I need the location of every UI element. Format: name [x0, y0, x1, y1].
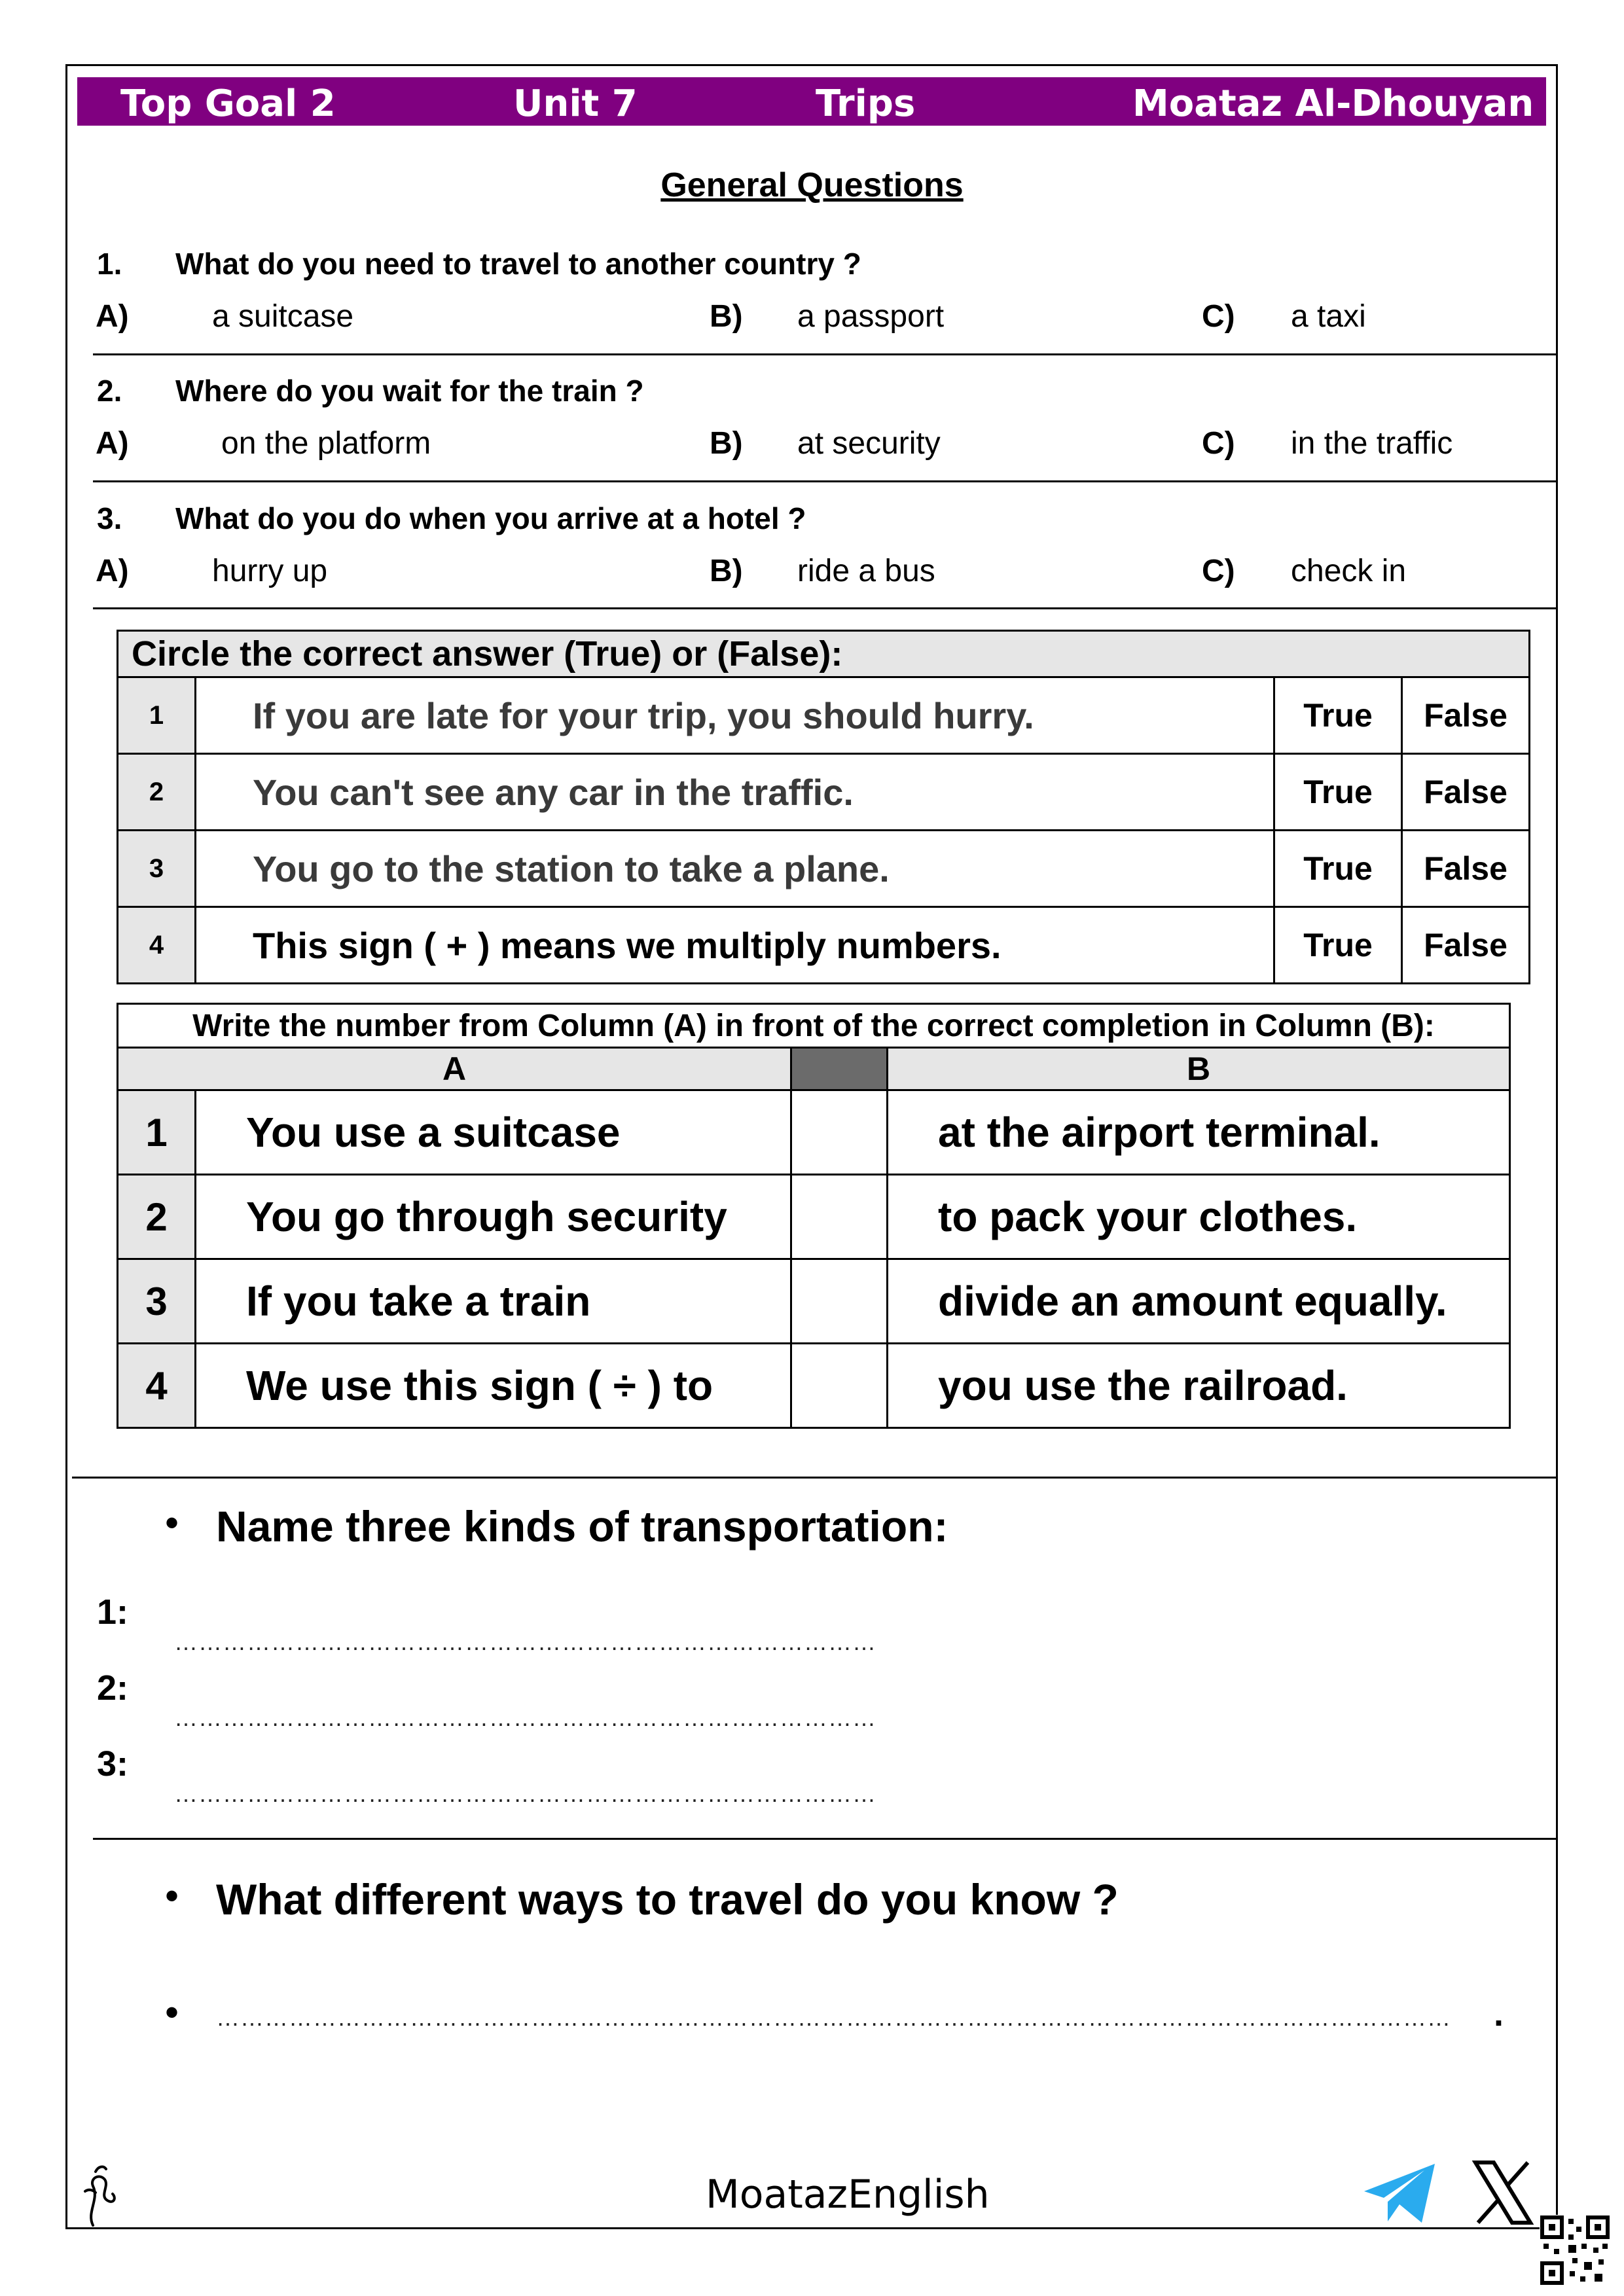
option-text[interactable]: a suitcase [212, 299, 354, 334]
column-a-header: A [118, 1048, 791, 1090]
author-name: Moataz Al-Dhouyan [1132, 82, 1534, 125]
answer-line-1[interactable]: …………………………………………………………………………… [174, 1628, 876, 1655]
table-row [118, 1090, 1510, 1175]
answer-line-number: 2: [97, 1668, 129, 1708]
option-text[interactable]: at security [797, 426, 941, 461]
travel-answer-line[interactable]: ……………………………………………………………………………………………………………………………………… [216, 2004, 1451, 2031]
unit-label: Unit 7 [513, 82, 638, 125]
telegram-icon[interactable] [1362, 2161, 1440, 2227]
column-a-text: We use this sign ( ÷ ) to [196, 1344, 791, 1428]
column-a-text: If you take a train [196, 1259, 791, 1344]
false-option[interactable]: False [1402, 677, 1530, 754]
bullet-icon: • [165, 1501, 179, 1545]
option-text[interactable]: a passport [797, 299, 945, 334]
option-letter: A) [96, 554, 129, 588]
column-b-text: divide an amount equally. [888, 1259, 1510, 1344]
table-row [118, 1175, 1510, 1259]
row-number: 3 [118, 1259, 196, 1344]
answer-line-2[interactable]: …………………………………………………………………………… [174, 1704, 876, 1731]
statement: You can't see any car in the traffic. [196, 754, 1274, 831]
column-a-text: You use a suitcase [196, 1090, 791, 1175]
answer-line-number: 1: [97, 1592, 129, 1632]
option-letter: C) [1202, 426, 1235, 461]
table-row [118, 1259, 1510, 1344]
answer-blank[interactable] [791, 1175, 888, 1259]
option-letter: B) [710, 426, 743, 461]
option-text[interactable]: in the traffic [1291, 426, 1453, 461]
answer-column-header [791, 1048, 888, 1090]
question-number: 1. [97, 247, 122, 281]
transport-question: Name three kinds of transportation: [216, 1502, 948, 1551]
table-row [118, 754, 1530, 831]
option-letter: C) [1202, 299, 1235, 334]
question-number: 3. [97, 501, 122, 535]
bullet-icon: • [165, 1990, 179, 2034]
option-text[interactable]: on the platform [221, 426, 431, 461]
row-number: 1 [118, 1090, 196, 1175]
divider [93, 480, 1558, 482]
answer-blank[interactable] [791, 1090, 888, 1175]
statement: This sign ( + ) means we multiply numbers. [196, 907, 1274, 984]
row-number: 4 [118, 907, 196, 984]
bullet-icon: • [165, 1874, 179, 1918]
signature-icon [73, 2160, 126, 2232]
option-text[interactable]: hurry up [212, 554, 328, 588]
column-a-text: You go through security [196, 1175, 791, 1259]
question-text: What do you do when you arrive at a hotel ? [175, 501, 806, 535]
travel-question: What different ways to travel do you know ? [216, 1875, 1119, 1924]
table-row [118, 1344, 1510, 1428]
section-title-general: General Questions [660, 166, 964, 204]
statement: You go to the station to take a plane. [196, 831, 1274, 907]
column-b-text: at the airport terminal. [888, 1090, 1510, 1175]
header-bar [77, 77, 1546, 126]
x-icon[interactable] [1471, 2160, 1534, 2225]
answer-line-3[interactable]: …………………………………………………………………………… [174, 1780, 876, 1807]
column-b-text: you use the railroad. [888, 1344, 1510, 1428]
answer-line-number: 3: [97, 1744, 129, 1784]
option-text[interactable]: a taxi [1291, 299, 1366, 334]
option-letter: A) [96, 299, 129, 334]
true-false-table [117, 630, 1530, 984]
true-false-title: Circle the correct answer (True) or (False): [118, 631, 1530, 677]
row-number: 2 [118, 754, 196, 831]
true-option[interactable]: True [1274, 677, 1402, 754]
true-option[interactable]: True [1274, 754, 1402, 831]
book-title: Top Goal 2 [120, 82, 336, 125]
option-text[interactable]: check in [1291, 554, 1407, 588]
divider [93, 1838, 1558, 1840]
option-letter: C) [1202, 554, 1235, 588]
true-option[interactable]: True [1274, 831, 1402, 907]
option-letter: A) [96, 426, 129, 461]
option-text[interactable]: ride a bus [797, 554, 935, 588]
matching-table [117, 1003, 1511, 1429]
answer-end-period: . [1494, 1994, 1504, 2034]
table-row [118, 677, 1530, 754]
answer-blank[interactable] [791, 1344, 888, 1428]
column-b-text: to pack your clothes. [888, 1175, 1510, 1259]
topic-label: Trips [816, 82, 916, 125]
row-number: 4 [118, 1344, 196, 1428]
divider [93, 353, 1558, 355]
question-number: 2. [97, 374, 122, 408]
matching-instruction: Write the number from Column (A) in front of the correct completion in Column (B): [118, 1004, 1510, 1048]
false-option[interactable]: False [1402, 831, 1530, 907]
question-text: Where do you wait for the train ? [175, 374, 644, 408]
true-option[interactable]: True [1274, 907, 1402, 984]
column-b-header: B [888, 1048, 1510, 1090]
false-option[interactable]: False [1402, 754, 1530, 831]
brand-name: MoatazEnglish [706, 2172, 990, 2217]
false-option[interactable]: False [1402, 907, 1530, 984]
question-text: What do you need to travel to another country ? [175, 247, 861, 281]
statement: If you are late for your trip, you should hurry. [196, 677, 1274, 754]
answer-blank[interactable] [791, 1259, 888, 1344]
qr-code-icon [1540, 2215, 1610, 2286]
row-number: 2 [118, 1175, 196, 1259]
row-number: 1 [118, 677, 196, 754]
divider [72, 1477, 1558, 1479]
table-row [118, 831, 1530, 907]
row-number: 3 [118, 831, 196, 907]
option-letter: B) [710, 299, 743, 334]
divider [93, 607, 1558, 609]
table-row [118, 907, 1530, 984]
option-letter: B) [710, 554, 743, 588]
